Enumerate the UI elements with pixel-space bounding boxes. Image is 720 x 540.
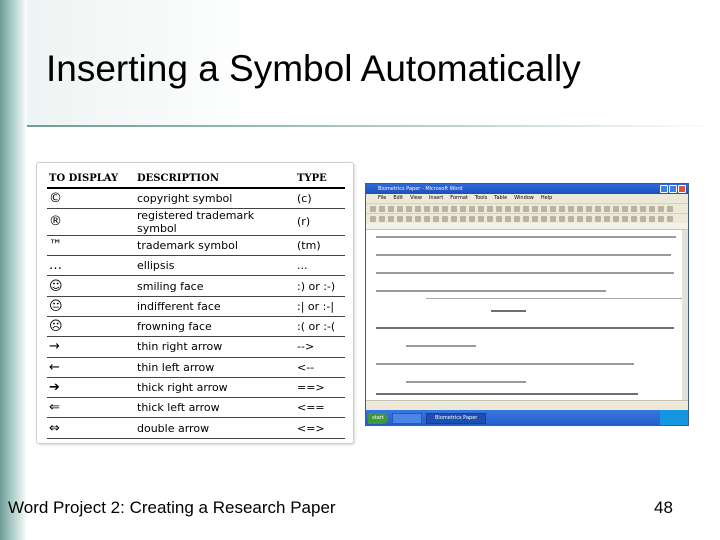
symbol-cell: ® — [47, 208, 135, 235]
toolbar-button-icon — [586, 216, 592, 222]
toolbar-button-icon — [397, 216, 403, 222]
toolbar-button-icon — [541, 206, 547, 212]
toolbar-button-icon — [451, 206, 457, 212]
doc-text-line — [376, 327, 674, 329]
toolbar-button-icon — [604, 216, 610, 222]
toolbar-button-icon — [496, 206, 502, 212]
word-formatting-toolbar — [366, 213, 688, 223]
toolbar-button-icon — [415, 206, 421, 212]
toolbar-button-icon — [496, 216, 502, 222]
maximize-icon — [669, 185, 677, 193]
toolbar-button-icon — [640, 206, 646, 212]
slide-footer: Word Project 2: Creating a Research Paper — [8, 498, 336, 517]
menu-item: File — [378, 195, 387, 201]
description-cell: thick right arrow — [135, 377, 295, 397]
menu-item: Edit — [393, 195, 404, 201]
toolbar-button-icon — [442, 206, 448, 212]
type-cell: <=> — [295, 418, 345, 438]
type-cell: (r) — [295, 208, 345, 235]
header-description: DESCRIPTION — [135, 170, 295, 188]
doc-text-line — [406, 381, 526, 383]
toolbar-button-icon — [379, 206, 385, 212]
description-cell: frowning face — [135, 316, 295, 336]
type-cell: ==> — [295, 377, 345, 397]
toolbar-button-icon — [658, 206, 664, 212]
windows-taskbar — [366, 410, 688, 426]
toolbar-button-icon — [577, 206, 583, 212]
menu-item: Format — [450, 195, 468, 201]
menu-item: Tools — [474, 195, 488, 201]
type-cell: --> — [295, 337, 345, 357]
doc-text-line — [376, 290, 606, 292]
toolbar-button-icon — [505, 206, 511, 212]
toolbar-button-icon — [505, 216, 511, 222]
menu-item: Insert — [428, 195, 444, 201]
table-row — [47, 276, 345, 296]
page-break-line — [426, 298, 684, 299]
doc-text-line — [376, 393, 638, 395]
toolbar-button-icon — [595, 206, 601, 212]
toolbar-button-icon — [532, 206, 538, 212]
toolbar-button-icon — [658, 216, 664, 222]
symbol-cell: 😐 — [47, 296, 135, 316]
table-row — [47, 296, 345, 316]
menu-item: Window — [514, 195, 534, 201]
symbol-cell: © — [47, 188, 135, 208]
menu-item: View — [410, 195, 422, 201]
description-cell: double arrow — [135, 418, 295, 438]
type-cell: (c) — [295, 188, 345, 208]
description-cell: thin right arrow — [135, 337, 295, 357]
toolbar-button-icon — [388, 216, 394, 222]
doc-text-line — [376, 272, 674, 274]
toolbar-button-icon — [631, 206, 637, 212]
doc-text-line — [376, 363, 634, 365]
taskbar-clock — [660, 410, 688, 426]
word-status-bar — [366, 400, 688, 410]
type-cell: ... — [295, 256, 345, 276]
toolbar-button-icon — [622, 216, 628, 222]
type-cell: :) or :-) — [295, 276, 345, 296]
toolbar-button-icon — [613, 206, 619, 212]
description-cell: thick left arrow — [135, 398, 295, 418]
toolbar-button-icon — [667, 216, 673, 222]
table-row — [47, 188, 345, 208]
toolbar-button-icon — [469, 206, 475, 212]
doc-text-line — [376, 254, 671, 256]
type-cell: <-- — [295, 357, 345, 377]
table-row — [47, 398, 345, 418]
toolbar-button-icon — [424, 216, 430, 222]
word-titlebar — [366, 184, 688, 194]
toolbar-button-icon — [478, 216, 484, 222]
toolbar-button-icon — [550, 216, 556, 222]
table-row — [47, 418, 345, 438]
description-cell: smiling face — [135, 276, 295, 296]
taskbar-item — [392, 413, 422, 424]
toolbar-button-icon — [460, 216, 466, 222]
word-window-title: Biometrics Paper - Microsoft Word — [378, 186, 463, 192]
toolbar-button-icon — [631, 216, 637, 222]
table-row — [47, 337, 345, 357]
toolbar-button-icon — [568, 216, 574, 222]
toolbar-button-icon — [514, 206, 520, 212]
toolbar-button-icon — [379, 216, 385, 222]
symbol-table — [47, 170, 345, 439]
table-row — [47, 357, 345, 377]
table-row — [47, 256, 345, 276]
menu-item: Help — [540, 195, 553, 201]
toolbar-button-icon — [442, 216, 448, 222]
toolbar-button-icon — [568, 206, 574, 212]
toolbar-button-icon — [433, 216, 439, 222]
toolbar-button-icon — [370, 216, 376, 222]
toolbar-button-icon — [469, 216, 475, 222]
word-document-area — [366, 230, 684, 400]
minimize-icon — [660, 185, 668, 193]
word-ruler — [366, 223, 688, 230]
toolbar-button-icon — [397, 206, 403, 212]
menu-item: Table — [494, 195, 508, 201]
table-row — [47, 235, 345, 255]
toolbar-button-icon — [487, 216, 493, 222]
word-window-screenshot — [365, 183, 689, 426]
type-cell: :( or :-( — [295, 316, 345, 336]
slide-number: 48 — [654, 498, 673, 517]
table-row — [47, 377, 345, 397]
description-cell: thin left arrow — [135, 357, 295, 377]
toolbar-button-icon — [514, 216, 520, 222]
header-to-display: TO DISPLAY — [47, 170, 135, 188]
toolbar-button-icon — [586, 206, 592, 212]
toolbar-button-icon — [649, 216, 655, 222]
table-row — [47, 208, 345, 235]
type-cell: :| or :-| — [295, 296, 345, 316]
side-gradient-bar — [0, 0, 27, 540]
toolbar-button-icon — [622, 206, 628, 212]
symbol-cell: … — [47, 256, 135, 276]
symbol-table-card — [36, 162, 354, 444]
doc-text-line — [376, 236, 676, 238]
toolbar-button-icon — [649, 206, 655, 212]
symbol-cell: ☹ — [47, 316, 135, 336]
description-cell: copyright symbol — [135, 188, 295, 208]
toolbar-button-icon — [406, 216, 412, 222]
toolbar-button-icon — [550, 206, 556, 212]
toolbar-button-icon — [487, 206, 493, 212]
toolbar-button-icon — [523, 216, 529, 222]
word-standard-toolbar — [366, 203, 688, 213]
toolbar-button-icon — [451, 216, 457, 222]
toolbar-button-icon — [640, 216, 646, 222]
toolbar-button-icon — [433, 206, 439, 212]
close-icon — [678, 185, 686, 193]
toolbar-button-icon — [424, 206, 430, 212]
toolbar-button-icon — [415, 216, 421, 222]
toolbar-button-icon — [559, 206, 565, 212]
header-type: TYPE — [295, 170, 345, 188]
table-header-row — [47, 170, 345, 188]
symbol-cell: ™ — [47, 235, 135, 255]
symbol-cell: ← — [47, 357, 135, 377]
symbol-cell: ☺ — [47, 276, 135, 296]
taskbar-item-word: Biometrics Paper — [426, 413, 486, 424]
toolbar-button-icon — [478, 206, 484, 212]
toolbar-button-icon — [577, 216, 583, 222]
table-row — [47, 316, 345, 336]
title-divider — [27, 125, 720, 127]
toolbar-button-icon — [370, 206, 376, 212]
toolbar-button-icon — [406, 206, 412, 212]
type-cell: (tm) — [295, 235, 345, 255]
symbol-cell: ⇐ — [47, 398, 135, 418]
description-cell: trademark symbol — [135, 235, 295, 255]
start-button: start — [368, 413, 388, 424]
word-vertical-scrollbar — [682, 230, 688, 400]
toolbar-button-icon — [604, 206, 610, 212]
toolbar-button-icon — [613, 216, 619, 222]
toolbar-button-icon — [532, 216, 538, 222]
word-menubar — [366, 194, 688, 203]
description-cell: ellipsis — [135, 256, 295, 276]
toolbar-button-icon — [460, 206, 466, 212]
toolbar-button-icon — [595, 216, 601, 222]
symbol-cell: ⇔ — [47, 418, 135, 438]
toolbar-button-icon — [523, 206, 529, 212]
doc-text-line — [406, 345, 476, 347]
type-cell: <== — [295, 398, 345, 418]
toolbar-button-icon — [667, 206, 673, 212]
symbol-cell: ➔ — [47, 377, 135, 397]
slide-title: Inserting a Symbol Automatically — [46, 48, 581, 89]
toolbar-button-icon — [388, 206, 394, 212]
toolbar-button-icon — [559, 216, 565, 222]
description-cell: indifferent face — [135, 296, 295, 316]
toolbar-button-icon — [541, 216, 547, 222]
symbol-cell: → — [47, 337, 135, 357]
symbol-table-body — [47, 188, 345, 438]
description-cell: registered trademark symbol — [135, 208, 295, 235]
works-cited-heading — [491, 310, 526, 312]
